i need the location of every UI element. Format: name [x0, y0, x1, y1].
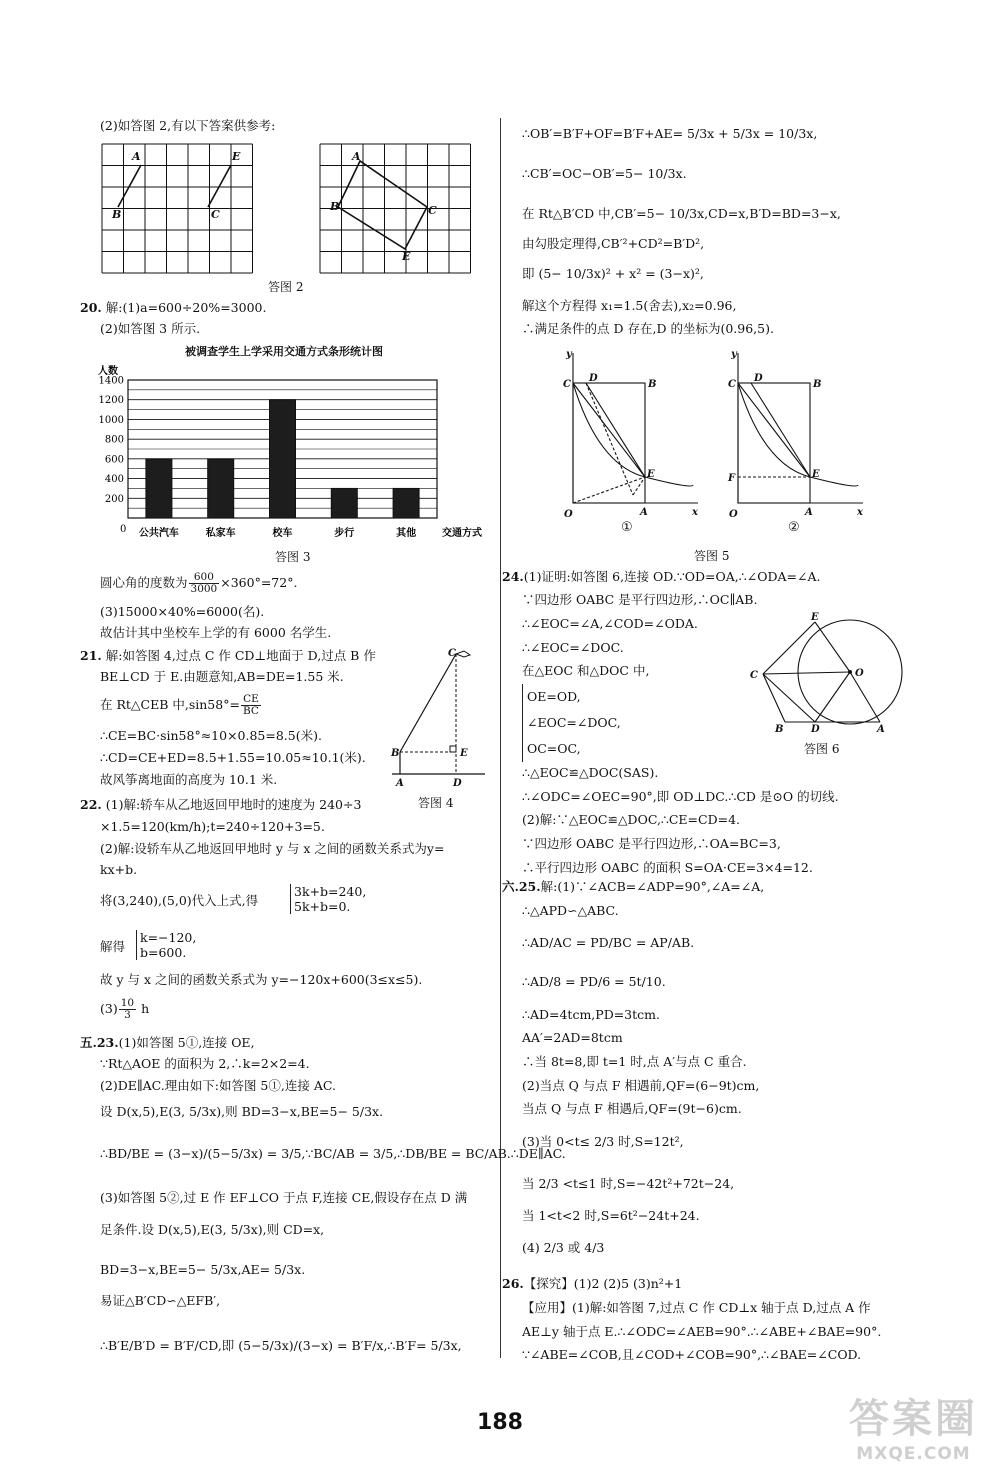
figure-caption: 答图 5 [694, 549, 730, 563]
text-line: ∵Rt△AOE 的面积为 2,∴k=2×2=4. [100, 1056, 310, 1071]
text-line: 22. (1)解:轿车从乙地返回甲地时的速度为 240÷3 [80, 797, 362, 812]
text-line: 20. 解:(1)a=600÷20%=3000. [80, 300, 267, 315]
watermark-url: MXQE.COM [856, 1444, 971, 1464]
label-O: O [729, 509, 738, 520]
label-E: E [232, 150, 241, 163]
y-tick-label: 1000 [98, 414, 124, 426]
category-label: 私家车 [205, 528, 236, 539]
text-line: 六.25.解:(1)∵∠ACB=∠ADP=90°,∠A=∠A, [502, 879, 765, 894]
label-E: E [812, 469, 820, 480]
text-line: (4) 2/3 或 4/3 [522, 1240, 605, 1255]
text-line: AE⊥y 轴于点 E.∴∠ODC=∠AEB=90°.∴∠ABE+∠BAE=90°. [522, 1324, 882, 1339]
circle-figure-6 [745, 612, 910, 742]
axis-x-label: x [857, 507, 863, 518]
figure-marker-1: ① [621, 520, 633, 535]
equation-system: 3k+b=240, 5k+b=0. [290, 884, 366, 914]
label-B: B [112, 208, 122, 221]
y-tick-label: 400 [104, 474, 124, 486]
text-line: (2)如答图 2,有以下答案供参考: [100, 118, 276, 133]
text-line: ∴∠ODC=∠OEC=90°,即 OD⊥DC.∴CD 是⊙O 的切线. [522, 789, 839, 804]
label-B: B [391, 748, 400, 759]
text-line: ∴CB′=OC−OB′=5− 10/3x. [522, 166, 687, 181]
label-D: D [811, 724, 820, 735]
figure-caption: 答图 2 [268, 280, 304, 294]
text-line: ∴∠EOC=∠A,∠COD=∠ODA. [522, 616, 698, 631]
label-E: E [811, 612, 819, 623]
text-line: (3)如答图 5②,过 E 作 EF⊥CO 于点 F,连接 CE,假设存在点 D 满 [100, 1190, 468, 1205]
column-divider [500, 118, 501, 1358]
text-line: ∴AD/8 = PD/6 = 5t/10. [522, 974, 666, 989]
text-line: 在△EOC 和△DOC 中, [522, 663, 650, 678]
label-O: O [855, 668, 864, 679]
y-tick-label: 1200 [98, 395, 124, 407]
watermark-logo [849, 1387, 978, 1464]
text-line: ∵四边形 OABC 是平行四边形,∴OA=BC=3, [522, 836, 781, 851]
y-tick-label: 600 [104, 454, 124, 466]
text-line: 足条件.设 D(x,5),E(3, 5/3x),则 CD=x, [100, 1222, 325, 1237]
label-B: B [648, 379, 657, 390]
text-line: 圆心角的度数为 $\frac{600}{3000}$ ×360°=72°. [100, 571, 298, 595]
text-line: ∴∠EOC=∠DOC. [522, 640, 624, 655]
text-line: 26.【探究】(1)2 (2)5 (3)n²+1 [502, 1276, 683, 1291]
text-line: ∵四边形 OABC 是平行四边形,∴OC∥AB. [522, 592, 758, 607]
text-line: 故估计其中坐校车上学的有 6000 名学生. [100, 625, 332, 640]
text-line: ∴△EOC≌△DOC(SAS). [522, 765, 659, 780]
bar-3 [331, 488, 357, 518]
page-number: 188 [477, 1410, 523, 1435]
label-C: C [563, 379, 571, 390]
label-B: B [813, 379, 822, 390]
label-C: C [728, 379, 736, 390]
label-A: A [352, 150, 361, 163]
label-C: C [448, 648, 456, 659]
y-tick-label: 1400 [98, 375, 124, 387]
kite-figure-4 [390, 648, 490, 789]
bar-chart [92, 360, 492, 550]
text-line: ∴△APD∽△ABC. [522, 903, 619, 918]
label-E: E [647, 469, 655, 480]
text-line: ∵∠ABE=∠COB,且∠COD+∠COB=90°,∴∠BAE=∠COD. [522, 1347, 862, 1362]
text-line: 故 y 与 x 之间的函数关系式为 y=−120x+600(3≤x≤5). [100, 972, 423, 987]
bar-4 [393, 488, 419, 518]
text-line: 由勾股定理得,CB′²+CD²=B′D², [522, 236, 705, 251]
text-line: 解得 [100, 939, 126, 954]
text-line: (3) $\frac{10}{3}$ h [100, 997, 150, 1021]
text-line: ∴当 8t=8,即 t=1 时,点 A′与点 C 重合. [522, 1054, 747, 1069]
label-B: B [775, 724, 784, 735]
text-line: (2)当点 Q 与点 F 相遇前,QF=(6−9t)cm, [522, 1078, 760, 1093]
bar-0 [146, 459, 172, 518]
text-line: AA′=2AD=8tcm [522, 1030, 623, 1045]
label-D: D [589, 373, 598, 384]
text-line: ∴满足条件的点 D 存在,D 的坐标为(0.96,5). [522, 321, 774, 336]
text-line: (3)当 0<t≤ 2/3 时,S=12t², [522, 1134, 684, 1149]
figure-caption: 答图 6 [804, 742, 840, 756]
label-F: F [728, 473, 736, 484]
text-line: (2)如答图 3 所示. [100, 321, 201, 336]
text-line: ∴BD/BE = (3−x)/(5−5/3x) = 3/5,∵BC/AB = 3/5,∴DB/BE = BC/AB.∴DE∥AC. [100, 1146, 566, 1161]
watermark-title: 答案圈 [849, 1396, 978, 1442]
bar-2 [270, 400, 296, 518]
x-axis-label: 交通方式 [442, 528, 482, 539]
text-line: BD=3−x,BE=5− 5/3x,AE= 5/3x. [100, 1262, 306, 1277]
text-line: 21. 解:如答图 4,过点 C 作 CD⊥地面于 D,过点 B 作 [80, 648, 376, 663]
bar-1 [208, 459, 234, 518]
text-line: (2)解:∵△EOC≌△DOC,∴CE=CD=4. [522, 812, 741, 827]
text-line: 当 2/3 <t≤1 时,S=−42t²+72t−24, [522, 1176, 735, 1191]
axis-y-label: y [731, 349, 737, 360]
label-E: E [402, 250, 411, 263]
equation-system: OE=OD, ∠EOC=∠DOC, OC=OC, [522, 684, 621, 762]
text-line: 在 Rt△B′CD 中,CB′=5− 10/3x,CD=x,B′D=BD=3−x, [522, 206, 841, 221]
label-A: A [640, 507, 648, 518]
label-D: D [453, 778, 462, 789]
text-line: 故风筝离地面的高度为 10.1 米. [100, 772, 278, 787]
text-line: 设 D(x,5),E(3, 5/3x),则 BD=3−x,BE=5− 5/3x. [100, 1104, 384, 1119]
text-line: 解这个方程得 x₁=1.5(舍去),x₂=0.96, [522, 298, 737, 313]
label-C: C [428, 204, 437, 217]
label-E: E [460, 748, 468, 759]
chart-title: 被调查学生上学采用交通方式条形统计图 [185, 345, 383, 358]
y-tick-label: 200 [104, 493, 124, 505]
text-line: ∴CE=BC·sin58°≈10×0.85=8.5(米). [100, 728, 322, 743]
text-line: 当 1<t<2 时,S=6t²−24t+24. [522, 1208, 700, 1223]
category-label: 步行 [334, 528, 355, 539]
label-A: A [805, 507, 813, 518]
origin-label: 0 [120, 524, 127, 535]
category-label: 其他 [396, 528, 417, 539]
category-label: 校车 [272, 528, 293, 539]
axis-x-label: x [692, 507, 698, 518]
y-axis-label: 人数 [98, 366, 118, 377]
text-line: ∴B′E/B′D = B′F/CD,即 (5−5/3x)/(3−x) = B′F/x,∴B′F= 5/3x, [100, 1338, 462, 1353]
grid-figure-2 [98, 140, 478, 272]
label-A: A [396, 778, 404, 789]
text-line: 【应用】(1)解:如答图 7,过点 C 作 CD⊥x 轴于点 D,过点 A 作 [522, 1300, 871, 1315]
label-C: C [211, 208, 220, 221]
text-line: 即 (5− 10/3x)² + x² = (3−x)², [522, 266, 704, 281]
figure-caption: 答图 4 [418, 796, 454, 810]
text-line: (3)15000×40%=6000(名). [100, 604, 265, 619]
text-line: ×1.5=120(km/h);t=240÷120+3=5. [100, 819, 325, 834]
text-line: 24.(1)证明:如答图 6,连接 OD.∵OD=OA,∴∠ODA=∠A. [502, 569, 821, 584]
text-line: (2)DE∥AC.理由如下:如答图 5①,连接 AC. [100, 1078, 336, 1093]
text-line: kx+b. [100, 862, 138, 877]
figure-marker-2: ② [788, 520, 800, 535]
label-B: B [330, 200, 340, 213]
label-C: C [750, 670, 758, 681]
text-line: 五.23.(1)如答图 5①,连接 OE, [80, 1035, 255, 1050]
function-graphs-figure-5 [558, 345, 878, 545]
text-line: (2)解:设轿车从乙地返回甲地时 y 与 x 之间的函数关系式为y= [100, 841, 445, 856]
axis-y-label: y [566, 349, 572, 360]
text-line: 当点 Q 与点 F 相遇后,QF=(9t−6)cm. [522, 1101, 742, 1116]
equation-system: k=−120, b=600. [136, 930, 196, 960]
text-line: 将(3,240),(5,0)代入上式,得 [100, 893, 259, 908]
label-O: O [564, 509, 573, 520]
text-line: 易证△B′CD∽△EFB′, [100, 1293, 221, 1308]
figure-caption: 答图 3 [275, 550, 311, 564]
label-A: A [877, 724, 885, 735]
text-line: BE⊥CD 于 E.由题意知,AB=DE=1.55 米. [100, 669, 344, 684]
text-line: ∴AD/AC = PD/BC = AP/AB. [522, 935, 695, 950]
text-line: ∴平行四边形 OABC 的面积 S=OA·CE=3×4=12. [522, 860, 813, 875]
text-line: ∴OB′=B′F+OF=B′F+AE= 5/3x + 5/3x = 10/3x, [522, 126, 818, 141]
text-line: 在 Rt△CEB 中,sin58°= $\frac{CE}{BC}$ [100, 693, 259, 717]
label-D: D [754, 373, 763, 384]
text-line: ∴CD=CE+ED=8.5+1.55=10.05≈10.1(米). [100, 750, 366, 765]
text-line: ∴AD=4tcm,PD=3tcm. [522, 1007, 660, 1022]
label-A: A [132, 150, 141, 163]
y-tick-label: 800 [104, 434, 124, 446]
category-label: 公共汽车 [138, 528, 179, 539]
